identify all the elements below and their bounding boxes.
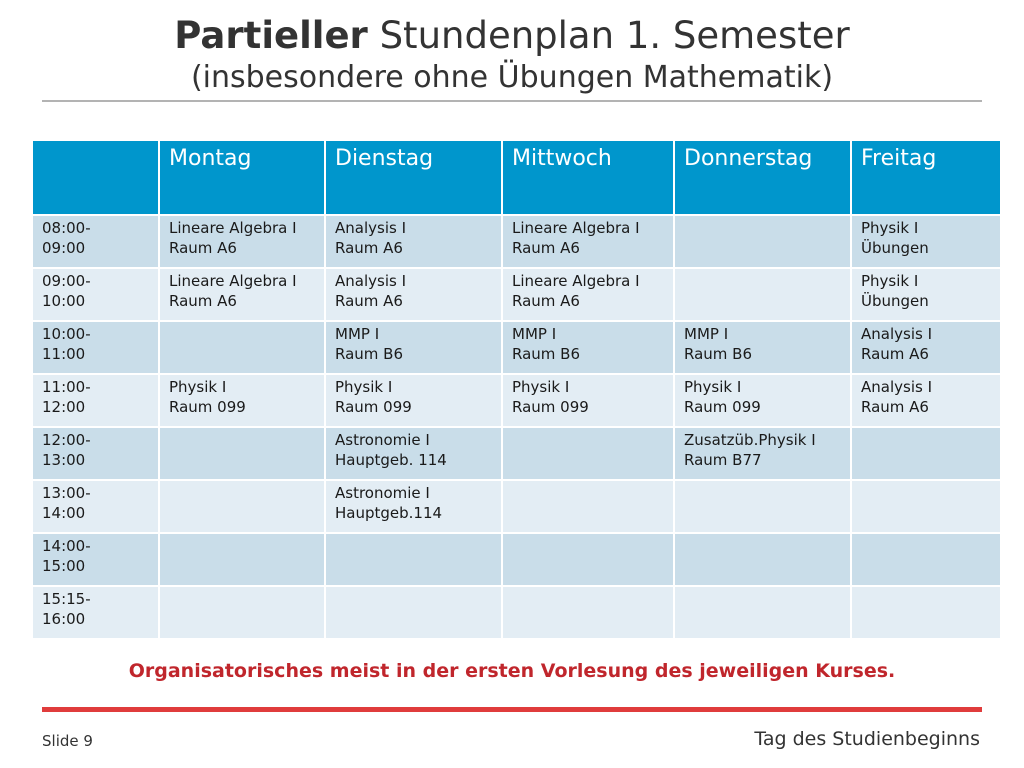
- table-row: [33, 374, 1001, 427]
- table-header-row: [33, 141, 1001, 215]
- time-slot: [33, 480, 159, 533]
- course-room: Raum B6: [684, 345, 753, 363]
- course-name: Lineare Algebra I: [169, 219, 297, 237]
- schedule-cell: [674, 427, 851, 480]
- schedule-cell: [502, 480, 674, 533]
- course-name: Lineare Algebra I: [512, 219, 640, 237]
- schedule-cell: [325, 586, 502, 639]
- time-slot-line: 15:15-: [42, 590, 91, 608]
- schedule-cell: [159, 480, 325, 533]
- table-row: [33, 215, 1001, 268]
- course-name: Analysis I: [335, 219, 406, 237]
- title-rest: Stundenplan 1. Semester: [367, 14, 850, 57]
- course-name: Physik I: [861, 219, 919, 237]
- course-name: Lineare Algebra I: [169, 272, 297, 290]
- course-name: Physik I: [169, 378, 227, 396]
- course-room: Raum A6: [512, 239, 580, 257]
- header-corner: [33, 141, 159, 215]
- schedule-cell: [502, 374, 674, 427]
- course-room: Hauptgeb.114: [335, 504, 443, 522]
- course-name: Physik I: [335, 378, 393, 396]
- time-slot-line: 12:00: [42, 398, 86, 416]
- course-name: Analysis I: [335, 272, 406, 290]
- header-day: Freitag: [851, 141, 1001, 215]
- course-room: Raum A6: [861, 398, 929, 416]
- time-slot: [33, 215, 159, 268]
- course-name: Astronomie I: [335, 484, 430, 502]
- footer-divider: [42, 707, 982, 712]
- time-slot: [33, 586, 159, 639]
- time-slot-line: 10:00: [42, 292, 86, 310]
- schedule-cell: [674, 586, 851, 639]
- time-slot: [33, 427, 159, 480]
- schedule-cell: [159, 586, 325, 639]
- schedule-cell: [159, 215, 325, 268]
- course-name: Physik I: [512, 378, 570, 396]
- table-row: [33, 268, 1001, 321]
- course-name: MMP I: [335, 325, 380, 343]
- table-row: [33, 480, 1001, 533]
- schedule-cell: [502, 586, 674, 639]
- schedule-cell: [325, 268, 502, 321]
- organizational-note: Organisatorisches meist in der ersten Vorlesung des jeweiligen Kurses.: [128, 660, 896, 682]
- time-slot-line: 14:00: [42, 504, 86, 522]
- schedule-cell: [159, 427, 325, 480]
- course-name: Physik I: [684, 378, 742, 396]
- slide-subtitle: (insbesondere ohne Übungen Mathematik): [190, 60, 834, 95]
- schedule-cell: [502, 268, 674, 321]
- time-slot-line: 11:00-: [42, 378, 91, 396]
- time-slot-line: 11:00: [42, 345, 86, 363]
- schedule-cell: [325, 533, 502, 586]
- header-day: Mittwoch: [502, 141, 674, 215]
- header-day: Donnerstag: [674, 141, 851, 215]
- schedule-cell: [325, 480, 502, 533]
- schedule-cell: [851, 374, 1001, 427]
- time-slot-line: 09:00-: [42, 272, 91, 290]
- time-slot: [33, 533, 159, 586]
- course-room: Raum A6: [169, 239, 237, 257]
- table-row: [33, 427, 1001, 480]
- course-room: Raum A6: [169, 292, 237, 310]
- slide-title: [0, 14, 1024, 98]
- course-name: Astronomie I: [335, 431, 430, 449]
- schedule-cell: [851, 427, 1001, 480]
- schedule-cell: [851, 533, 1001, 586]
- course-room: Übungen: [861, 292, 929, 310]
- course-room: Raum B77: [684, 451, 762, 469]
- course-name: MMP I: [684, 325, 729, 343]
- time-slot-line: 13:00-: [42, 484, 91, 502]
- schedule-cell: [674, 321, 851, 374]
- course-name: Analysis I: [861, 325, 932, 343]
- course-name: MMP I: [512, 325, 557, 343]
- schedule-cell: [159, 321, 325, 374]
- schedule-table: [33, 141, 1002, 640]
- table-row: [33, 321, 1001, 374]
- course-room: Raum B6: [512, 345, 581, 363]
- time-slot-line: 16:00: [42, 610, 86, 628]
- header-day: Montag: [159, 141, 325, 215]
- schedule-cell: [325, 215, 502, 268]
- title-bold-word: Partieller: [174, 14, 368, 57]
- schedule-cell: [674, 268, 851, 321]
- course-room: Raum A6: [861, 345, 929, 363]
- table-row: [33, 533, 1001, 586]
- schedule-cell: [325, 321, 502, 374]
- course-name: Zusatzüb.Physik I: [684, 431, 816, 449]
- schedule-cell: [851, 321, 1001, 374]
- time-slot: [33, 321, 159, 374]
- header-day: Dienstag: [325, 141, 502, 215]
- schedule-cell: [159, 374, 325, 427]
- title-line: [0, 14, 1024, 58]
- schedule-cell: [674, 374, 851, 427]
- title-divider: [42, 100, 982, 102]
- schedule-cell: [325, 374, 502, 427]
- course-room: Raum 099: [684, 398, 761, 416]
- schedule-cell: [325, 427, 502, 480]
- course-room: Raum A6: [335, 239, 403, 257]
- footer-text: Tag des Studienbeginns: [754, 728, 980, 750]
- time-slot-line: 10:00-: [42, 325, 91, 343]
- course-room: Übungen: [861, 239, 929, 257]
- schedule-cell: [674, 533, 851, 586]
- course-name: Analysis I: [861, 378, 932, 396]
- schedule-cell: [851, 480, 1001, 533]
- table-body: [33, 215, 1001, 639]
- schedule-cell: [502, 427, 674, 480]
- schedule-cell: [159, 268, 325, 321]
- time-slot-line: 08:00-: [42, 219, 91, 237]
- schedule-cell: [851, 215, 1001, 268]
- schedule-cell: [674, 480, 851, 533]
- course-room: Raum 099: [335, 398, 412, 416]
- schedule-cell: [159, 533, 325, 586]
- time-slot-line: 12:00-: [42, 431, 91, 449]
- course-room: Hauptgeb. 114: [335, 451, 447, 469]
- schedule-cell: [851, 586, 1001, 639]
- time-slot: [33, 374, 159, 427]
- schedule-cell: [502, 215, 674, 268]
- time-slot-line: 14:00-: [42, 537, 91, 555]
- table-row: [33, 586, 1001, 639]
- time-slot: [33, 268, 159, 321]
- schedule-cell: [502, 321, 674, 374]
- schedule-cell: [502, 533, 674, 586]
- schedule-cell: [674, 215, 851, 268]
- schedule-cell: [851, 268, 1001, 321]
- slide-number: Slide 9: [42, 732, 93, 750]
- course-room: Raum A6: [512, 292, 580, 310]
- time-slot-line: 09:00: [42, 239, 86, 257]
- course-room: Raum B6: [335, 345, 404, 363]
- course-name: Physik I: [861, 272, 919, 290]
- course-room: Raum 099: [512, 398, 589, 416]
- course-name: Lineare Algebra I: [512, 272, 640, 290]
- time-slot-line: 13:00: [42, 451, 86, 469]
- time-slot-line: 15:00: [42, 557, 86, 575]
- course-room: Raum A6: [335, 292, 403, 310]
- course-room: Raum 099: [169, 398, 246, 416]
